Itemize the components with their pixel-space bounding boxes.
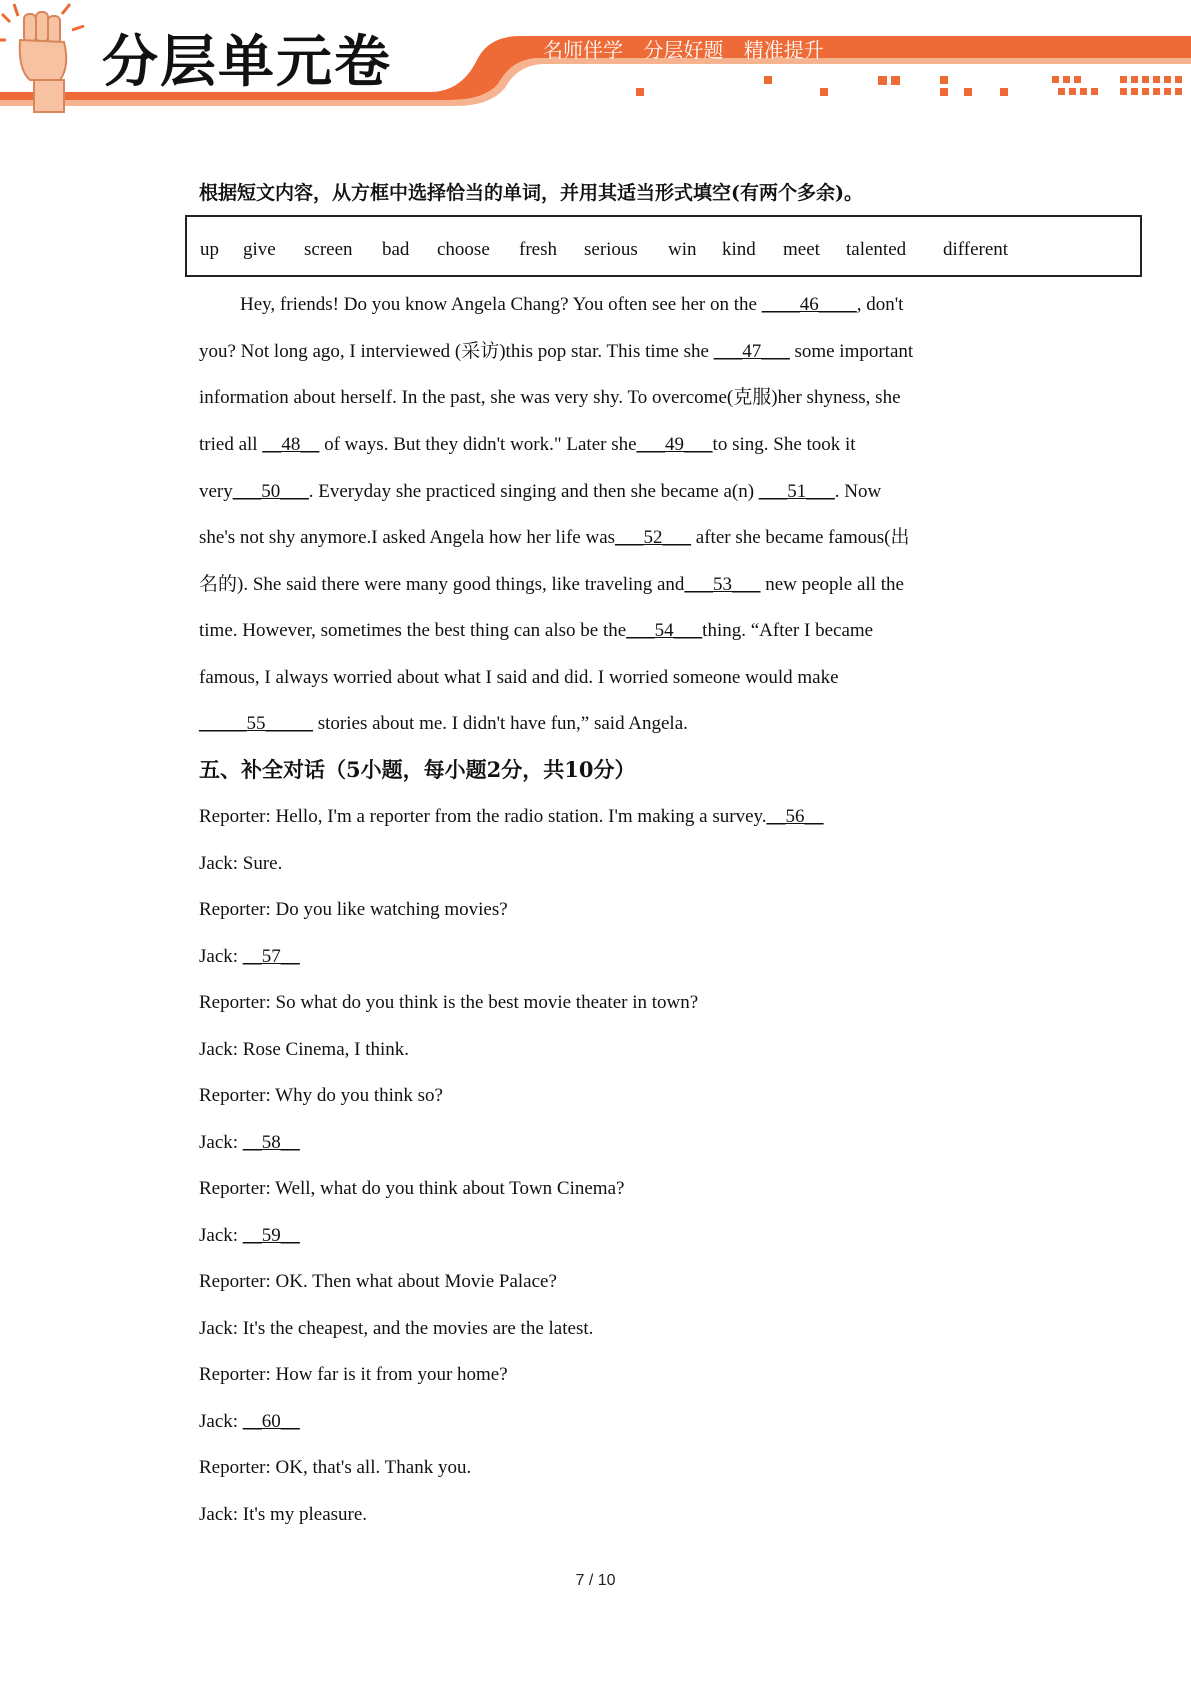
passage-line bbox=[199, 526, 909, 550]
passage-text: very bbox=[199, 481, 233, 502]
dialogue-line bbox=[199, 1038, 409, 1062]
dialogue-line bbox=[199, 1363, 508, 1387]
passage-text: some important bbox=[789, 341, 914, 362]
dialogue-text: Jack: bbox=[199, 1132, 243, 1153]
answer-blank-58: __58__ bbox=[242, 1132, 300, 1153]
dialogue-text: Jack: It's the cheapest, and the movies are the latest. bbox=[199, 1318, 594, 1339]
dialogue-text: Jack: bbox=[199, 1225, 243, 1246]
passage-text: . Everyday she practiced singing and then she became a(n) bbox=[308, 481, 759, 502]
passage-line bbox=[199, 619, 873, 643]
answer-blank-57: __57__ bbox=[242, 946, 300, 967]
word-bank-item: screen bbox=[304, 239, 353, 260]
passage-text: Hey, friends! Do you know Angela Chang? You often see her on the bbox=[240, 294, 762, 315]
answer-blank-49: ___49___ bbox=[636, 434, 713, 455]
passage-line bbox=[199, 386, 901, 410]
passage-line bbox=[199, 340, 913, 364]
dialogue-text: Reporter: OK, that's all. Thank you. bbox=[199, 1457, 472, 1478]
word-bank-item: up bbox=[200, 239, 219, 260]
dialogue-text: Reporter: How far is it from your home? bbox=[199, 1364, 508, 1385]
word-bank-item: meet bbox=[783, 239, 820, 260]
dialogue-line bbox=[199, 1410, 300, 1434]
dialogue-text: Reporter: Hello, I'm a reporter from the radio station. I'm making a survey. bbox=[199, 806, 767, 827]
word-bank-item: kind bbox=[722, 239, 756, 260]
page-header bbox=[0, 0, 1191, 120]
dialogue-text: Reporter: OK. Then what about Movie Palace? bbox=[199, 1271, 557, 1292]
dialogue-line bbox=[199, 1456, 471, 1480]
passage-text: she's not shy anymore.I asked Angela how her life was bbox=[199, 527, 616, 548]
answer-blank-54: ___54___ bbox=[626, 620, 703, 641]
passage-line bbox=[199, 712, 688, 736]
dialogue-line bbox=[199, 805, 824, 829]
header-slogan: 名师伴学 分层好题 精准提升 bbox=[543, 38, 824, 62]
answer-blank-60: __60__ bbox=[242, 1411, 300, 1432]
word-bank-item: different bbox=[943, 239, 1009, 260]
dialogue-line bbox=[199, 1084, 443, 1108]
exercise-instruction: 根据短文内容，从方框中选择恰当的单词，并用其适当形式填空(有两个多余)。 bbox=[199, 182, 863, 204]
answer-blank-48: __48__ bbox=[262, 434, 320, 455]
dialogue-text: Jack: It's my pleasure. bbox=[199, 1504, 368, 1525]
passage-line bbox=[240, 293, 903, 317]
passage-text: 名的). She said there were many good things, like traveling and bbox=[199, 574, 685, 595]
dialogue-text: Jack: Rose Cinema, I think. bbox=[199, 1039, 410, 1060]
passage-text: information about herself. In the past, she was very shy. To overcome(克服)her shyness, she bbox=[199, 387, 901, 408]
dialogue-text: Reporter: Well, what do you think about Town Cinema? bbox=[199, 1178, 625, 1199]
dialogue-text: Reporter: Do you like watching movies? bbox=[199, 899, 508, 920]
answer-blank-51: ___51___ bbox=[758, 481, 835, 502]
dialogue-text: Reporter: So what do you think is the best movie theater in town? bbox=[199, 992, 699, 1013]
answer-blank-52: ___52___ bbox=[615, 527, 692, 548]
passage-text: tried all bbox=[199, 434, 263, 455]
passage-text: time. However, sometimes the best thing can also be the bbox=[199, 620, 627, 641]
dialogue-line bbox=[199, 1177, 624, 1201]
passage-text: new people all the bbox=[760, 574, 904, 595]
passage-text: after she became famous(出 bbox=[691, 527, 910, 548]
passage-text: famous, I always worried about what I said and did. I worried someone would make bbox=[199, 667, 839, 688]
answer-blank-53: ___53___ bbox=[684, 574, 761, 595]
dialogue-text: Jack: bbox=[199, 946, 243, 967]
answer-blank-55: _____55_____ bbox=[199, 713, 313, 734]
passage-line bbox=[199, 666, 839, 690]
answer-blank-56: __56__ bbox=[766, 806, 824, 827]
word-bank-item: fresh bbox=[519, 239, 557, 260]
passage-line bbox=[199, 433, 856, 457]
passage-text: you? Not long ago, I interviewed (采访)this pop star. This time she bbox=[199, 341, 714, 362]
dialogue-line bbox=[199, 1503, 367, 1527]
dialogue-text: Jack: Sure. bbox=[199, 853, 283, 874]
passage-text: . Now bbox=[834, 481, 882, 502]
word-bank-box bbox=[185, 215, 1142, 277]
passage-line bbox=[199, 573, 904, 597]
answer-blank-59: __59__ bbox=[242, 1225, 300, 1246]
dialogue-text: Reporter: Why do you think so? bbox=[199, 1085, 443, 1106]
word-bank-item: bad bbox=[382, 239, 410, 260]
answer-blank-50: ___50___ bbox=[232, 481, 309, 502]
word-bank-item: serious bbox=[584, 239, 638, 260]
dialogue-line bbox=[199, 1224, 300, 1248]
dialogue-line bbox=[199, 991, 698, 1015]
dialogue-line bbox=[199, 852, 282, 876]
dialogue-line bbox=[199, 1317, 593, 1341]
passage-text: stories about me. I didn't have fun,” said Angela. bbox=[313, 713, 688, 734]
section-heading: 五、补全对话（5小题，每小题2分，共10分） bbox=[199, 757, 636, 782]
word-bank-item: talented bbox=[846, 239, 907, 260]
answer-blank-47: ___47___ bbox=[713, 341, 790, 362]
passage-text: to sing. She took it bbox=[712, 434, 856, 455]
word-bank-item: give bbox=[243, 239, 276, 260]
passage-line bbox=[199, 480, 881, 504]
passage-text: of ways. But they didn't work." Later she bbox=[319, 434, 637, 455]
passage-text: , don't bbox=[856, 294, 904, 315]
answer-blank-46: ____46____ bbox=[761, 294, 857, 315]
word-bank-item: choose bbox=[437, 239, 490, 260]
page-number: 7 / 10 bbox=[575, 1572, 616, 1589]
passage-text: thing. “After I became bbox=[702, 620, 874, 641]
dialogue-text: Jack: bbox=[199, 1411, 243, 1432]
dialogue-line bbox=[199, 1270, 557, 1294]
dialogue-line bbox=[199, 1131, 300, 1155]
brand-title: 分层单元卷 bbox=[102, 30, 392, 95]
dialogue-line bbox=[199, 898, 508, 922]
word-bank-item: win bbox=[668, 239, 697, 260]
dialogue-line bbox=[199, 945, 300, 969]
